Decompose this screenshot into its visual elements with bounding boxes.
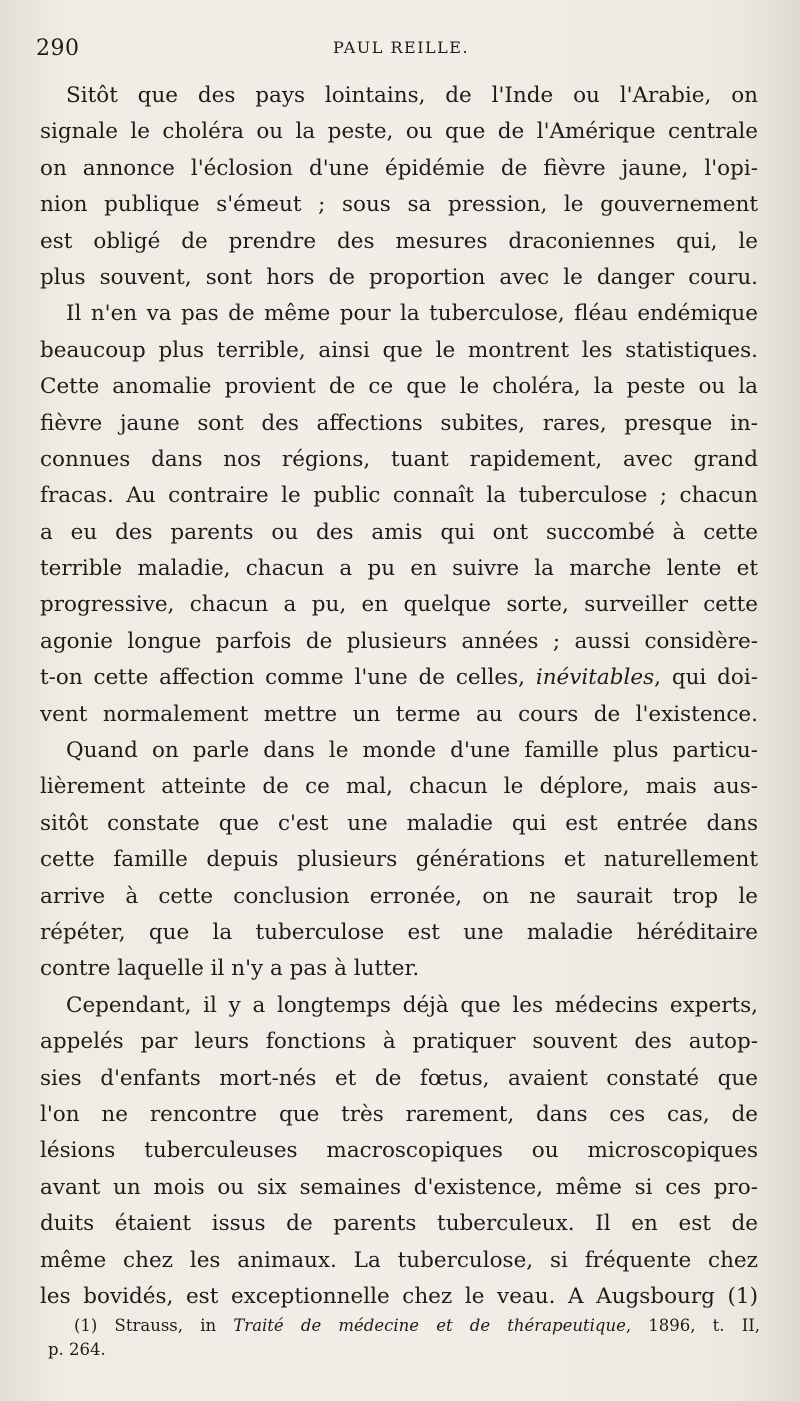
text-line: Cette anomalie provient de ce que le choléra, la peste ou la <box>40 374 758 400</box>
paragraph <box>40 78 758 296</box>
text-line: on annonce l'éclosion d'une épidémie de fièvre jaune, l'opi- <box>40 155 758 181</box>
footnote-line <box>48 1314 760 1338</box>
body-text <box>40 78 758 1315</box>
text-line: sitôt constate que c'est une maladie qui est entrée dans <box>40 810 758 836</box>
text-line: cette famille depuis plusieurs générations et naturellement <box>40 847 758 873</box>
paragraph <box>40 296 758 733</box>
footnote <box>48 1314 760 1362</box>
text-line: arrive à cette conclusion erronée, on ne saurait trop le <box>40 883 758 909</box>
text-line: plus souvent, sont hors de proportion avec le danger couru. <box>40 264 758 290</box>
text-line: appelés par leurs fonctions à pratiquer souvent des autop- <box>40 1029 758 1055</box>
text-line: sies d'enfants mort-nés et de fœtus, avaient constaté que <box>40 1065 758 1091</box>
text-line: les bovidés, est exceptionnelle chez le veau. A Augsbourg (1) <box>40 1283 758 1309</box>
text-line: même chez les animaux. La tuberculose, si fréquente chez <box>40 1247 758 1273</box>
paragraph <box>40 988 758 1316</box>
text-line: est obligé de prendre des mesures draconiennes qui, le <box>40 228 758 254</box>
text-line: terrible maladie, chacun a pu en suivre la marche lente et <box>40 556 758 582</box>
text-line: lièrement atteinte de ce mal, chacun le déplore, mais aus- <box>40 774 758 800</box>
text-line: signale le choléra ou la peste, ou que de l'Amérique centrale <box>40 119 758 145</box>
footnote-line: p. 264. <box>48 1340 106 1359</box>
text-line: beaucoup plus terrible, ainsi que le montrent les statistiques. <box>40 337 758 363</box>
text-line: l'on ne rencontre que très rarement, dans ces cas, de <box>40 1101 758 1127</box>
text-line: fièvre jaune sont des affections subites, rares, presque in- <box>40 410 758 436</box>
page-number: 290 <box>36 36 80 61</box>
text-line: lésions tuberculeuses macroscopiques ou microscopiques <box>40 1138 758 1164</box>
footnote-suffix: , 1896, t. II, <box>625 1316 761 1335</box>
text-line: contre laquelle il n'y a pas à lutter. <box>40 956 420 982</box>
running-title: PAUL REILLE. <box>332 38 470 57</box>
text-line: progressive, chacun a pu, en quelque sorte, surveiller cette <box>40 592 758 618</box>
text-line: connues dans nos régions, tuant rapidement, avec grand <box>40 446 758 472</box>
text-line: duits étaient issus de parents tuberculeux. Il en est de <box>40 1211 758 1237</box>
text-line: Sitôt que des pays lointains, de l'Inde ou l'Arabie, on <box>66 83 758 108</box>
text-line: vent normalement mettre un terme au cours de l'existence. <box>40 701 758 727</box>
text-line: Quand on parle dans le monde d'une famille plus particu- <box>66 738 758 764</box>
footnote-title: Traité de médecine et de thérapeutique <box>233 1316 626 1335</box>
text-line: Il n'en va pas de même pour la tuberculose, fléau endémique <box>66 301 758 327</box>
text-line: agonie longue parfois de plusieurs années ; aussi considère- <box>40 628 758 654</box>
text-line: avant un mois ou six semaines d'existence, même si ces pro- <box>40 1174 758 1200</box>
text-line: t-on cette affection comme l'une de celles, inévitables, qui doi- <box>40 665 758 691</box>
emphasis: inévitables <box>535 665 655 691</box>
text-line: répéter, que la tuberculose est une maladie héréditaire <box>40 919 758 945</box>
text-line: fracas. Au contraire le public connaît la tuberculose ; chacun <box>40 483 758 509</box>
text-line: nion publique s'émeut ; sous sa pression, le gouvernement <box>40 192 758 218</box>
footnote-prefix: (1) Strauss, in <box>74 1316 217 1335</box>
page-header <box>36 36 766 66</box>
text-line: Cependant, il y a longtemps déjà que les médecins experts, <box>66 992 758 1018</box>
paragraph <box>40 733 758 988</box>
text-line: a eu des parents ou des amis qui ont succombé à cette <box>40 519 758 545</box>
